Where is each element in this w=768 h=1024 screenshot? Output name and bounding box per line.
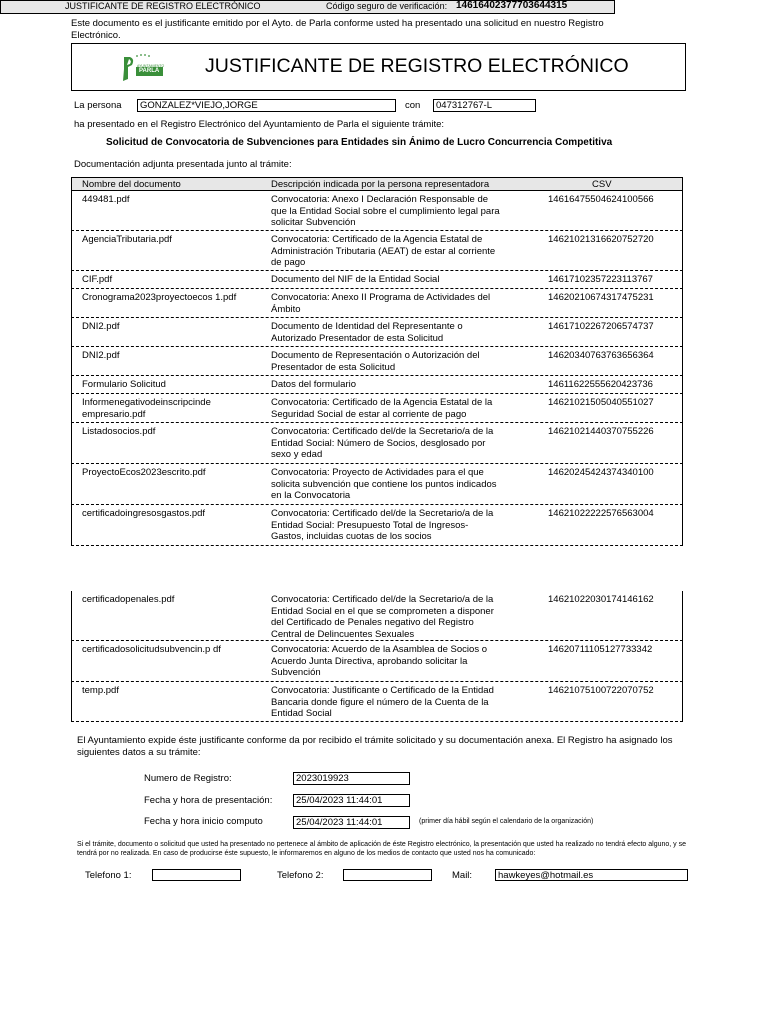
- document-description: Convocatoria: Anexo I Declaración Responsable de que la Entidad Social sobre el cumplimiento legal para solicitar Subvención: [271, 194, 500, 228]
- compute-date-field: 25/04/2023 11:44:01: [293, 816, 410, 829]
- document-csv: 14620210674317475231: [548, 292, 654, 303]
- presentation-date-field: 25/04/2023 11:44:01: [293, 794, 410, 807]
- document-csv: 14621021316620752720: [548, 234, 654, 245]
- document-description: Convocatoria: Proyecto de Actividades para el que solicita subvención que contiene los puntos indicados en la Convocatoria: [271, 467, 497, 501]
- table-row: [71, 423, 683, 464]
- document-description: Convocatoria: Certificado del/de la Secretario/a de la Entidad Social: Número de Socios, desglosado por sexo y edad: [271, 426, 494, 460]
- table-row: [71, 271, 683, 289]
- submitted-text: ha presentado en el Registro Electrónico del Ayuntamiento de Parla el siguiente trámite:: [74, 119, 445, 130]
- table-row: [71, 376, 683, 394]
- document-csv: 14621075100722070752: [548, 685, 654, 696]
- attached-label: Documentación adjunta presentada junto al trámite:: [74, 159, 292, 170]
- top-bar-title: JUSTIFICANTE DE REGISTRO ELECTRÓNICO: [65, 1, 261, 11]
- verification-bar: [0, 0, 615, 14]
- document-csv: 14621022030174146162: [548, 594, 654, 605]
- mail-field: hawkeyes@hotmail.es: [495, 869, 688, 881]
- registry-number-label: Numero de Registro:: [144, 773, 232, 784]
- phone1-field: [152, 869, 241, 881]
- document-name: ProyectoEcos2023escrito.pdf: [82, 467, 206, 478]
- intro-text: Este documento es el justificante emitido por el Ayto. de Parla conforme usted ha presentado una solicitud en nuestro Registro Electrónico.: [71, 18, 604, 41]
- document-name: certificadosolicitudsubvencin.p df: [82, 644, 221, 655]
- document-description: Documento de Representación o Autorización del Presentador de esta Solicitud: [271, 350, 480, 373]
- verification-code-label: Código seguro de verificación:: [326, 1, 448, 11]
- procedure-title: Solicitud de Convocatoria de Subvenciones para Entidades sin Ánimo de Lucro Concurrencia Competitiva: [106, 137, 613, 148]
- document-name: Listadosocios.pdf: [82, 426, 156, 437]
- logo-small-text: AYUNTAMIENTO: [137, 64, 165, 68]
- document-description: Datos del formulario: [271, 379, 357, 390]
- table-row: [71, 464, 683, 505]
- table-row: [71, 394, 683, 423]
- mail-label: Mail:: [452, 870, 473, 881]
- document-name: Cronograma2023proyectoecos 1.pdf: [82, 292, 237, 303]
- document-name: DNI2.pdf: [82, 350, 120, 361]
- document-description: Convocatoria: Justificante o Certificado de la Entidad Bancaria donde figure el número de la Cuenta de la Entidad Social: [271, 685, 494, 719]
- closing-text: El Ayuntamiento expide éste justificante conforme da por recibido el trámite solicitado y su documentación anexa. El Registro ha asignado los siguientes datos a su trámite:: [77, 735, 673, 758]
- table-row: [71, 641, 683, 682]
- compute-date-label: Fecha y hora inicio computo: [144, 816, 263, 827]
- document-name: certificadoingresosgastos.pdf: [82, 508, 206, 519]
- document-name: 449481.pdf: [82, 194, 130, 205]
- document-name: temp.pdf: [82, 685, 119, 696]
- document-csv: 14617102267206574737: [548, 321, 654, 332]
- table-row: [71, 289, 683, 318]
- table-row: [71, 591, 683, 641]
- header-description: Descripción indicada por la persona representadora: [271, 179, 490, 190]
- table-row: [71, 505, 683, 546]
- header-document-name: Nombre del documento: [82, 179, 181, 190]
- header-csv: CSV: [592, 179, 612, 190]
- disclaimer-text: Si el trámite, documento o solicitud que usted ha presentado no pertenece al ámbito de aplicación de éste Registro electrónico, la presentación que usted ha realizado no tendrá efecto alguno, y se tendrá por no realizada. En caso de producirse éste supuesto, le informaremos en alguno de los medios de contacto que usted nos ha comunicado:: [77, 841, 686, 857]
- registry-number-field: 2023019923: [293, 772, 410, 785]
- document-csv: 14617102357223113767: [548, 274, 653, 285]
- verification-code: 14616402377703644315: [456, 0, 568, 11]
- person-label: La persona: [74, 100, 122, 111]
- document-csv: 14620711105127733342: [548, 644, 653, 655]
- document-description: Convocatoria: Anexo II Programa de Actividades del Ámbito: [271, 292, 491, 315]
- document-csv: 14621022222576563004: [548, 508, 654, 519]
- document-description: Documento de Identidad del Representante o Autorizado Presentador de esta Solicitud: [271, 321, 463, 344]
- document-description: Documento del NIF de la Entidad Social: [271, 274, 440, 285]
- table-row: [71, 347, 683, 376]
- page-title: JUSTIFICANTE DE REGISTRO ELECTRÓNICO: [205, 55, 629, 77]
- con-label: con: [405, 100, 421, 111]
- person-id-field: 047312767-L: [433, 99, 536, 112]
- documents-table-header: [71, 177, 683, 191]
- document-description: Convocatoria: Certificado del/de la Secretario/a de la Entidad Social en el que se comprometen a disponer del Certificado de Penales negativo del Registro Central de Delincuentes Sexuales: [271, 594, 494, 640]
- phone2-label: Telefono 2:: [277, 870, 324, 881]
- table-row: [71, 191, 683, 231]
- document-description: Convocatoria: Acuerdo de la Asamblea de Socios o Acuerdo Junta Directiva, aprobando solicitar la Subvención: [271, 644, 487, 678]
- table-row: [71, 318, 683, 347]
- phone1-label: Telefono 1:: [85, 870, 132, 881]
- document-description: Convocatoria: Certificado del/de la Secretario/a de la Entidad Social: Presupuesto Total de Ingresos-Gastos, incluidas cuotas de los socios: [271, 508, 494, 542]
- logo-text: PARLA: [139, 68, 160, 74]
- table-row: [71, 682, 683, 722]
- document-name: AgenciaTributaria.pdf: [82, 234, 172, 245]
- compute-date-note: (primer día hábil según el calendario de la organización): [419, 818, 594, 825]
- document-description: Convocatoria: Certificado de la Agencia Estatal de Administración Tributaria (AEAT) de estar al corriente de pago: [271, 234, 496, 268]
- document-csv: 14616475504624100566: [548, 194, 654, 205]
- document-name: CIF.pdf: [82, 274, 113, 285]
- document-name: DNI2.pdf: [82, 321, 120, 332]
- person-name-field: GONZALEZ*VIEJO,JORGE: [137, 99, 396, 112]
- document-csv: 14620340763763656364: [548, 350, 654, 361]
- document-description: Convocatoria: Certificado de la Agencia Estatal de la Seguridad Social de estar al corriente de pago: [271, 397, 493, 420]
- document-name: Informenegativodeinscripcinde empresario.pdf: [82, 397, 211, 420]
- document-name: Formulario Solicitud: [82, 379, 166, 390]
- document-csv: 14611622555620423736: [548, 379, 653, 390]
- document-csv: 14621021440370755226: [548, 426, 654, 437]
- document-csv: 14621021505040551027: [548, 397, 654, 408]
- presentation-date-label: Fecha y hora de presentación:: [144, 795, 273, 806]
- document-csv: 14620245424374340100: [548, 467, 654, 478]
- phone2-field: [343, 869, 432, 881]
- table-row: [71, 231, 683, 271]
- document-name: certificadopenales.pdf: [82, 594, 175, 605]
